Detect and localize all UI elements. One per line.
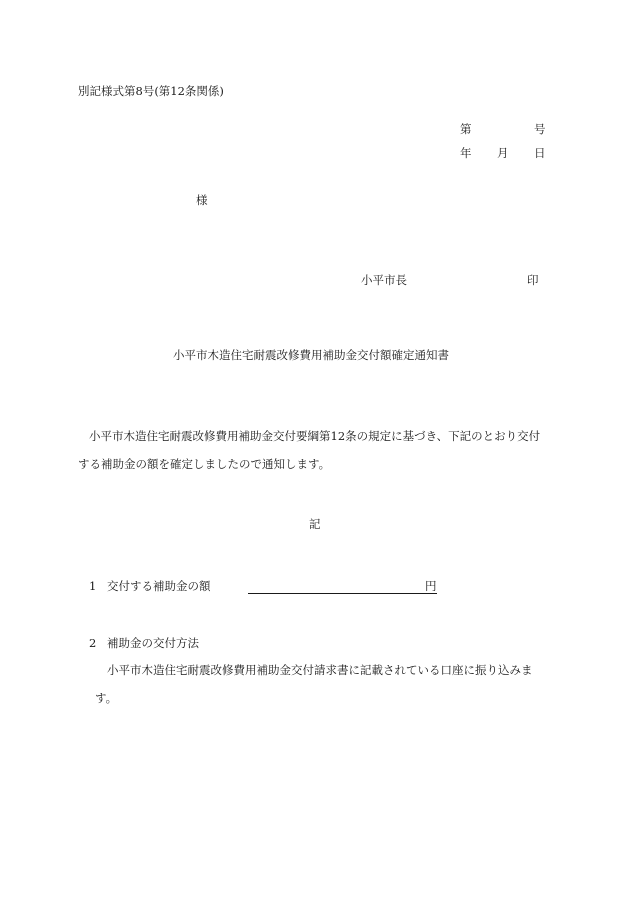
item-2-text-line1: 小平市木造住宅耐震改修費用補助金交付請求書に記載されている口座に振り込みま [107,663,533,677]
item-1-label: 交付する補助金の額 [107,579,211,593]
body-text-line1: 小平市木造住宅耐震改修費用補助金交付要綱第12条の規定に基づき、下記のとおり交付 [89,429,541,443]
date-day: 日 [534,146,546,160]
sender-name: 小平市長 [361,273,407,287]
recipient-honorific: 様 [196,193,208,207]
ki-heading: 記 [309,517,321,531]
item-2-label: 補助金の交付方法 [107,636,199,650]
seal-mark: 印 [527,273,539,287]
document-title: 小平市木造住宅耐震改修費用補助金交付額確定通知書 [173,348,449,362]
body-text-line2: する補助金の額を確定しましたので通知します。 [78,457,331,471]
date-month: 月 [497,146,509,160]
form-number: 別記様式第8号(第12条関係) [78,84,224,98]
date-year: 年 [460,146,472,160]
number-suffix: 号 [534,122,546,136]
item-2-number: 2 [89,636,97,650]
number-prefix: 第 [460,122,472,136]
item-1-number: 1 [89,579,97,593]
amount-unit: 円 [425,579,437,593]
item-2-text-line2: す。 [95,691,118,705]
amount-field [248,593,437,594]
